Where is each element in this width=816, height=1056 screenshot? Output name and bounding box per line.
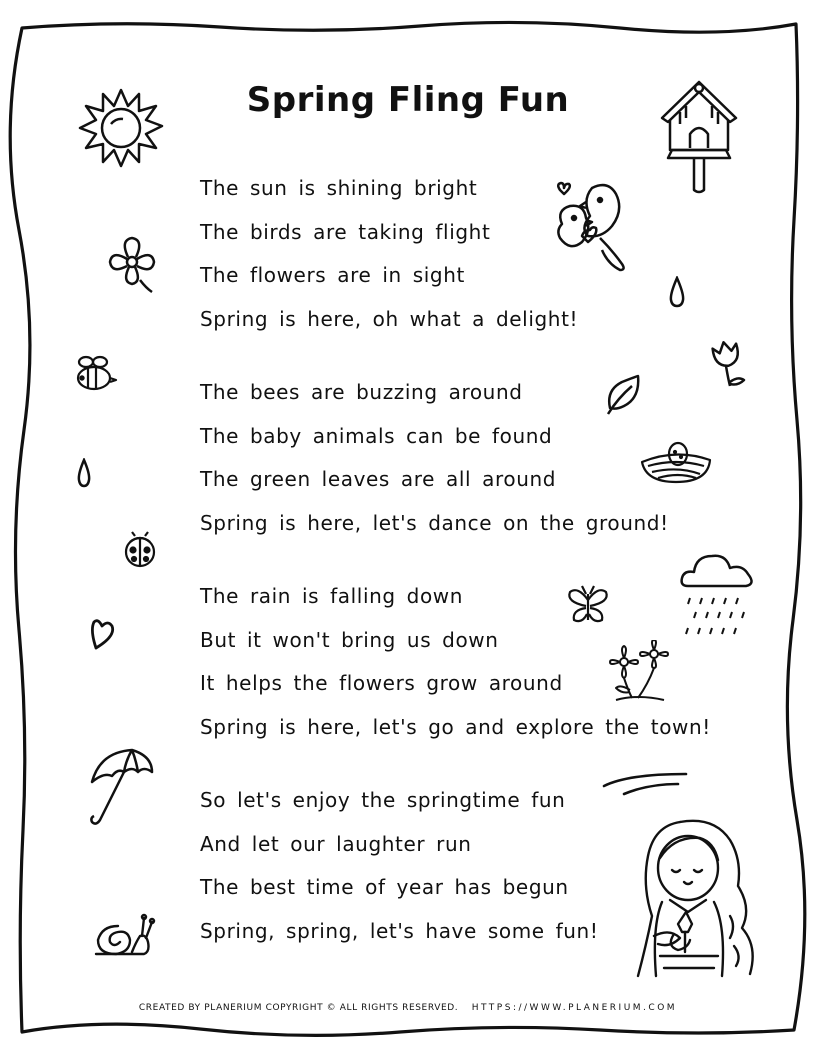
poem-line: And let our laughter run [200,831,472,856]
tulip-icon [704,338,748,390]
website-link[interactable]: HTTPS://WWW.PLANERIUM.COM [471,1003,678,1013]
copyright-text: CREATED BY PLANERIUM COPYRIGHT © ALL RIGHTS RESERVED. [138,1003,459,1013]
rain-cloud-icon [678,548,758,644]
raindrop-icon [666,276,688,308]
poem-line: The baby animals can be found [200,423,553,448]
poem-line: The birds are taking flight [200,219,491,244]
poem-line: So let's enjoy the springtime fun [200,788,566,812]
poem-line: Spring, spring, let's have some fun! [200,918,599,943]
nest-icon [638,438,714,486]
poem-line: The bees are buzzing around [200,380,523,404]
bee-icon [70,354,118,394]
heart-icon [88,614,118,654]
leaf-icon [602,374,642,416]
butterfly-icon [566,584,612,628]
ladybug-icon [120,530,160,570]
poem-line: The best time of year has begun [200,875,569,899]
birdhouse-icon [656,78,742,196]
footer [0,1003,816,1013]
poem-line: The flowers are in sight [200,263,465,287]
poem-line: It helps the flowers grow around [200,671,563,695]
poem-line: Spring is here, let's go and explore the town! [200,714,711,739]
umbrella-icon [86,746,156,830]
poem-line: The sun is shining bright [200,176,478,200]
daisies-icon [608,640,672,704]
flower-icon [106,234,158,296]
poem-line: But it won't bring us down [200,627,499,652]
wind-lines-icon [598,770,690,800]
love-birds-icon [552,180,638,276]
snail-icon [92,908,156,960]
poem-line: The rain is falling down [200,584,464,608]
raindrop-icon [74,458,94,488]
poem-line: Spring is here, let's dance on the ground! [200,510,669,535]
poem-line: Spring is here, oh what a delight! [200,306,579,331]
poem-title: Spring Fling Fun [246,80,570,120]
sun-icon [76,84,166,172]
poem-line: The green leaves are all around [200,467,557,491]
girl-with-flower-icon [630,816,766,982]
